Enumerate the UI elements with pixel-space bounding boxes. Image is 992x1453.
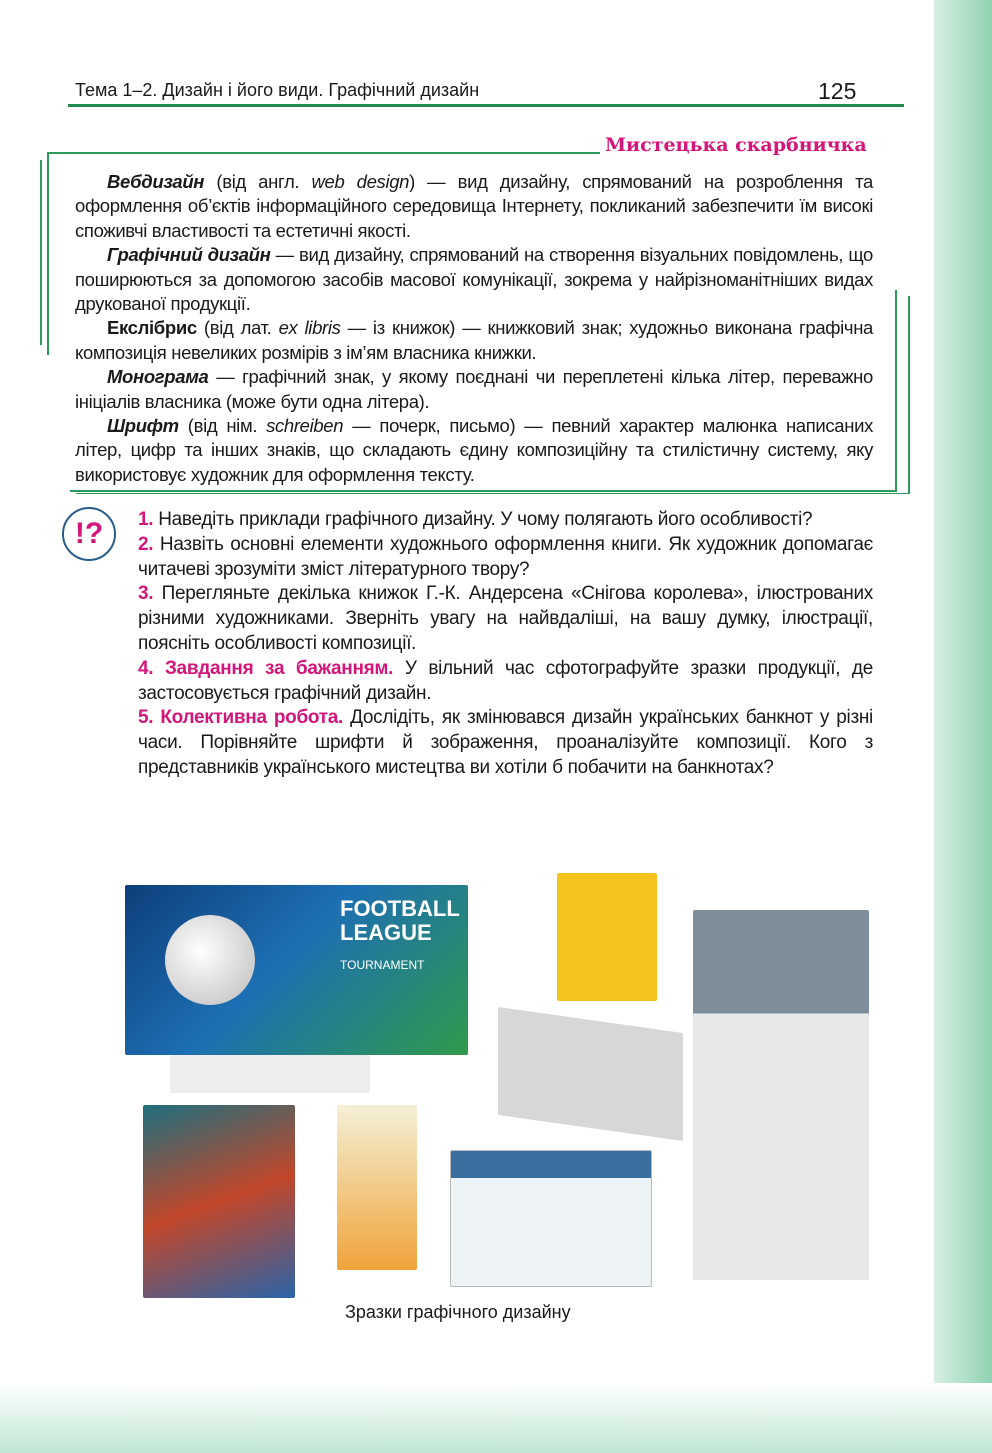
box-top-border [47,152,600,154]
glossary-text: — почерк, письмо) — певний характер малюнка написаних літер, цифр та інших знаків, що складають єдину композиційну та стилістичну систему, яку використовує художник для оформлення тексту. [75,415,873,485]
glossary-text: — вид дизайну, спрямований на створення візуальних повідомлень, що поширюються за допомогою засобів масової комунікації, зокрема у найрізноманітніших видах друкованої продукції. [75,244,873,315]
question-number: 2. [138,533,154,555]
glossary-entry [75,170,873,243]
billboard-line: TOURNAMENT [340,958,425,972]
question-lead: Завдання за бажанням. [153,657,394,679]
billboard-line: LEAGUE [340,920,432,945]
foreign-word: schreiben [266,415,344,437]
glossary-term: Монограма [107,366,209,388]
glossary [75,170,873,487]
ball-graphic [165,915,255,1005]
page-edge-decoration [934,0,992,1453]
question-text: Дослідіть, як змінювався дизайн українських банкнот у різні часи. Порівняйте шрифти й зображення, проаналізуйте композиції. Кого з представників українського мистецтва ви хотіли б побачити на банкнотах? [138,707,873,778]
billboard-line: FOOTBALL [340,896,460,921]
glossary-text: — графічний знак, у якому поєднані чи переплетені кілька літер, переважно ініціалів власника (може бути одна літера). [75,366,873,412]
box-right-border [895,290,897,490]
question-item [138,706,873,780]
header-rule [68,104,904,107]
question-number: 1. [138,509,154,530]
website-mockup-image [450,1150,652,1287]
glossary-text: — із книжок) — книжковий знак; художньо виконана графічна композиція невеликих розмірів з ім’ям власника книжки. [75,317,873,363]
calendar-image [693,910,869,1280]
box-right-border-outer [908,296,910,494]
question-number: 4. [138,657,154,679]
box-title: Мистецька скарбничка [605,134,867,156]
box-left-border [47,152,49,355]
glossary-text: (від лат. [196,317,279,339]
box-bottom-border-outer [76,493,910,494]
question-item [138,657,873,707]
question-text: Перегляньте декілька книжок Г.-К. Андерсена «Снігова королева», ілюстрованих різними художниками. Зверніть увагу на найвдаліші, на вашу думку, ілюстрації, поясніть особливості композиції. [138,583,873,654]
question-number: 5. [138,707,154,729]
glossary-entry [75,414,873,487]
glossary-term: Графічний дизайн [107,244,271,266]
question-icon: !? [62,507,116,561]
foreign-word: ex libris [278,317,341,339]
question-lead: Колективна робота. [153,707,343,729]
magazine-cover-image [143,1105,295,1298]
box-left-border-inner [40,160,42,345]
glossary-entry [75,243,873,316]
question-item [138,508,873,533]
juice-package-image [337,1105,417,1270]
open-magazine-image [498,1007,683,1141]
glossary-text: (від англ. [204,171,312,192]
glossary-text: (від нім. [178,415,267,437]
glossary-entry [75,365,873,414]
billboard-title [340,897,460,977]
page-number: 125 [818,78,857,104]
running-header: Тема 1–2. Дизайн і його види. Графічний дизайн [75,80,480,100]
glossary-term: Вебдизайн [107,171,205,192]
shopping-bag-image [557,873,657,1001]
foreign-word: web design [311,171,410,192]
glossary-term: Шрифт [107,415,179,437]
glossary-term: Екслібрис [107,317,197,339]
question-text: У вільний час сфотографуйте зразки продукції, де застосовується графічний дизайн. [138,657,873,704]
glossary-entry [75,316,873,365]
football-billboard-image [125,885,468,1055]
glossary-text: ) — вид дизайну, спрямований на розроблення та оформлення об’єктів інформаційного середовища Інтернету, покликаний забезпечити їм високі споживчі властивості та естетичні якості. [75,171,873,241]
question-text: Назвіть основні елементи художнього оформлення книги. Як художник допомагає читачеві зрозуміти зміст літературного твору? [138,533,873,580]
question-number: 3. [138,583,154,605]
page-bottom-decoration [0,1383,992,1453]
questions-list [138,508,873,781]
question-text: Наведіть приклади графічного дизайну. У чому полягають його особливості? [153,509,813,530]
question-item [138,582,873,656]
box-bottom-border [70,490,897,492]
billboard-stand [170,1055,370,1093]
question-item [138,533,873,583]
figure-caption: Зразки графічного дизайну [345,1302,571,1322]
